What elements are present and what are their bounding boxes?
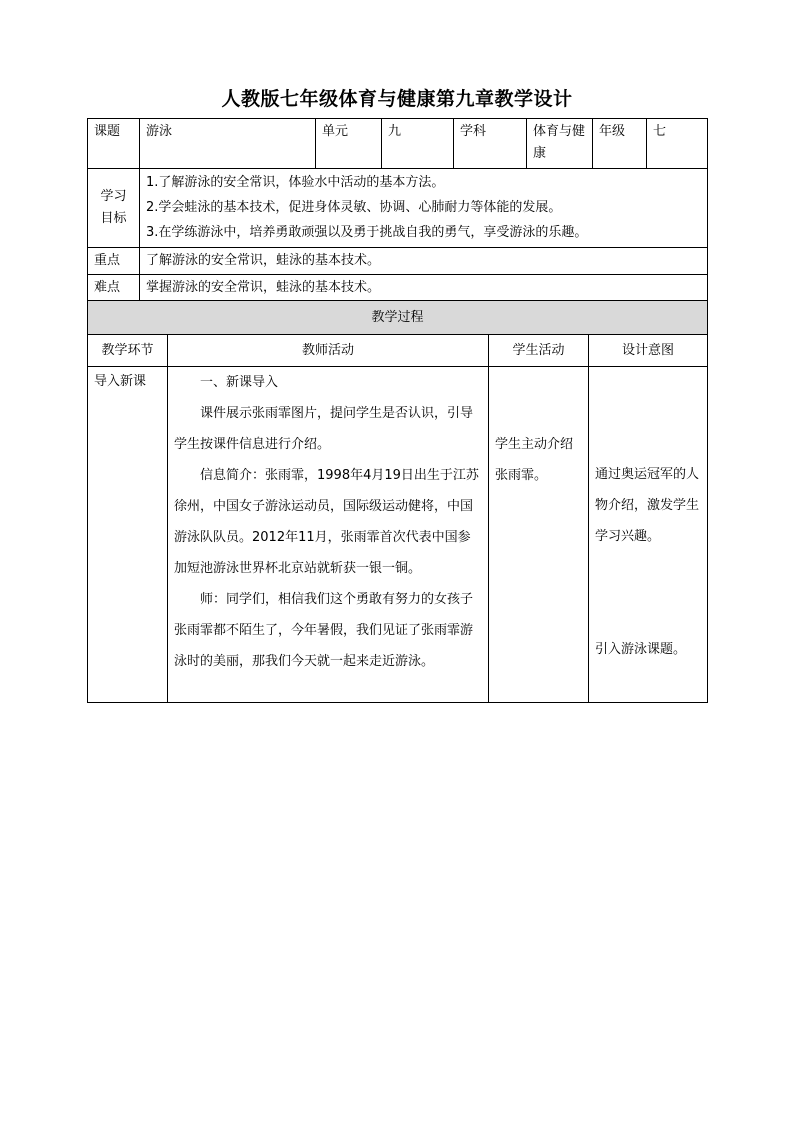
unit-label: 单元: [316, 119, 382, 169]
stage-cell: 导入新课: [88, 367, 168, 703]
column-header-student: 学生活动: [489, 335, 589, 367]
key-points-label: 重点: [88, 248, 140, 275]
teacher-line: 一、新课导入: [200, 375, 279, 390]
lesson-value: 游泳: [140, 119, 316, 169]
subject-value-line2: 康: [533, 146, 547, 161]
grade-label: 年级: [593, 119, 647, 169]
student-activity-cell: 学生主动介绍张雨霏。: [489, 367, 589, 703]
process-heading: 教学过程: [88, 301, 708, 335]
teacher-activity-cell: [168, 367, 489, 703]
unit-value: 九: [382, 119, 454, 169]
subject-value-line1: 体育与健: [533, 124, 586, 139]
goal-item: 1.了解游泳的安全常识，体验水中活动的基本方法。: [146, 175, 445, 190]
design-intent-cell: [589, 367, 708, 703]
subject-value: [527, 119, 593, 169]
goals-label: [88, 169, 140, 248]
column-header-intent: 设计意图: [589, 335, 708, 367]
key-points-value: 了解游泳的安全常识，蛙泳的基本技术。: [140, 248, 708, 275]
column-header-stage: 教学环节: [88, 335, 168, 367]
goals-label-line1: 学习: [100, 189, 127, 204]
goal-item: 2.学会蛙泳的基本技术，促进身体灵敏、协调、心肺耐力等体能的发展。: [146, 200, 562, 215]
teacher-line: 课件展示张雨霏图片，提问学生是否认识，引导学生按课件信息进行介绍。: [174, 406, 474, 452]
teacher-line: 师：同学们，相信我们这个勇敢有努力的女孩子张雨霏都不陌生了，今年暑假，我们见证了张雨霏游泳时的美丽，那我们今天就一起来走近游泳。: [174, 592, 474, 669]
lesson-info-table: [87, 118, 708, 302]
goals-content: [140, 169, 708, 248]
goals-label-line2: 目标: [100, 211, 127, 226]
goal-item: 3.在学练游泳中，培养勇敢顽强以及勇于挑战自我的勇气，享受游泳的乐趣。: [146, 225, 588, 240]
column-header-teacher: 教师活动: [168, 335, 489, 367]
design-intent-2: 引入游泳课题。: [595, 642, 687, 657]
teaching-process-table: [87, 300, 708, 703]
subject-label: 学科: [454, 119, 527, 169]
grade-value: 七: [647, 119, 708, 169]
difficult-points-value: 掌握游泳的安全常识，蛙泳的基本技术。: [140, 275, 708, 302]
design-intent-1: 通过奥运冠军的人物介绍，激发学生学习兴趣。: [595, 467, 700, 544]
page-title: 人教版七年级体育与健康第九章教学设计: [221, 88, 573, 110]
difficult-points-label: 难点: [88, 275, 140, 302]
lesson-label: 课题: [88, 119, 140, 169]
teacher-line: 信息简介：张雨霏，1998年4月19日出生于江苏徐州，中国女子游泳运动员，国际级运动健将，中国游泳队队员。2012年11月，张雨霏首次代表中国参加短池游泳世界杯北京站就斩获一银一铜。: [174, 468, 479, 576]
